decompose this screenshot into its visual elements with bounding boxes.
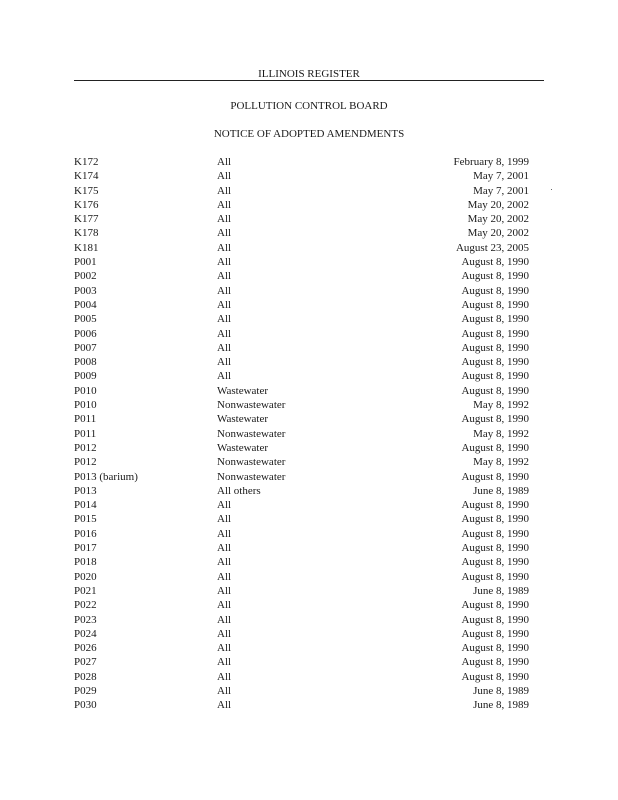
effective-date: August 8, 1990 (461, 341, 529, 354)
waste-code: P001 (74, 256, 97, 269)
table-row (74, 627, 529, 641)
notice-title: NOTICE OF ADOPTED AMENDMENTS (213, 128, 405, 140)
effective-date: August 8, 1990 (461, 384, 529, 397)
effective-date: May 20, 2002 (467, 213, 529, 226)
waste-scope: All (217, 356, 232, 369)
waste-code: P014 (74, 499, 97, 512)
table-row (74, 312, 529, 326)
effective-date: February 8, 1999 (453, 156, 529, 168)
waste-scope: All (217, 599, 232, 612)
table-row (74, 169, 529, 183)
waste-code: P024 (74, 627, 97, 640)
table-row (74, 355, 529, 369)
waste-code: P010 (74, 384, 97, 397)
waste-scope: Nonwastewater (217, 470, 286, 483)
effective-date: August 8, 1990 (461, 413, 529, 426)
waste-code: P003 (74, 284, 97, 297)
waste-scope: All (217, 298, 232, 311)
table-row (74, 541, 529, 555)
waste-scope: All (217, 156, 232, 168)
table-row (74, 298, 529, 312)
effective-date: August 8, 1990 (461, 642, 529, 655)
waste-scope: All others (217, 484, 261, 497)
table-row (74, 527, 529, 541)
waste-scope: All (217, 542, 232, 555)
effective-date: August 8, 1990 (461, 256, 529, 269)
table-row (74, 455, 529, 469)
table-row (74, 670, 529, 684)
table-row (74, 212, 529, 226)
effective-date: August 8, 1990 (461, 556, 529, 569)
effective-date: June 8, 1989 (473, 684, 529, 697)
waste-code: P008 (74, 356, 97, 369)
waste-code: K174 (74, 170, 99, 183)
waste-scope: All (217, 499, 232, 512)
waste-code: P005 (74, 313, 97, 326)
waste-code: K178 (74, 227, 99, 240)
effective-date: August 8, 1990 (461, 513, 529, 526)
waste-code: P027 (74, 656, 97, 669)
table-row (74, 327, 529, 341)
waste-scope: All (217, 684, 232, 697)
waste-scope: All (217, 313, 232, 326)
waste-code: P006 (74, 327, 97, 340)
waste-code: P009 (74, 370, 97, 383)
waste-scope: All (217, 213, 232, 226)
waste-code: K181 (74, 241, 99, 254)
effective-date: June 8, 1989 (473, 699, 529, 712)
waste-scope: Wastewater (217, 384, 269, 397)
waste-scope: All (217, 699, 232, 712)
waste-scope: Nonwastewater (217, 427, 286, 440)
board-title: POLLUTION CONTROL BOARD (230, 100, 388, 112)
table-row (74, 398, 529, 412)
table-row (74, 570, 529, 584)
waste-scope: All (217, 627, 232, 640)
effective-date: May 20, 2002 (467, 198, 529, 211)
waste-scope: All (217, 241, 232, 254)
table-row (74, 284, 529, 298)
waste-code: P020 (74, 570, 97, 583)
table-row (74, 269, 529, 283)
waste-scope: All (217, 256, 232, 269)
waste-scope: All (217, 370, 232, 383)
waste-scope: All (217, 670, 232, 683)
waste-scope: All (217, 227, 232, 240)
effective-date: June 8, 1989 (473, 484, 529, 497)
effective-date: August 8, 1990 (461, 542, 529, 555)
effective-date: August 8, 1990 (461, 327, 529, 340)
waste-code-table (74, 155, 529, 713)
waste-code: P021 (74, 584, 97, 597)
table-row (74, 369, 529, 383)
waste-scope: All (217, 556, 232, 569)
waste-scope: All (217, 513, 232, 526)
waste-code: P018 (74, 556, 97, 569)
waste-scope: All (217, 584, 232, 597)
effective-date: August 8, 1990 (461, 298, 529, 311)
table-row (74, 512, 529, 526)
effective-date: August 8, 1990 (461, 441, 529, 454)
table-row (74, 684, 529, 698)
table-row (74, 584, 529, 598)
waste-code: P016 (74, 527, 97, 540)
table-row (74, 441, 529, 455)
waste-code: K176 (74, 198, 99, 211)
effective-date: August 8, 1990 (461, 599, 529, 612)
waste-scope: Wastewater (217, 413, 269, 426)
table-row (74, 226, 529, 240)
waste-code: P011 (74, 427, 97, 440)
waste-scope: All (217, 184, 232, 197)
table-row (74, 555, 529, 569)
table-row (74, 641, 529, 655)
effective-date: August 8, 1990 (461, 470, 529, 483)
waste-code: P029 (74, 684, 97, 697)
waste-code: P013 (barium) (74, 470, 138, 483)
waste-code: K177 (74, 213, 99, 226)
waste-scope: Wastewater (217, 441, 269, 454)
table-row (74, 412, 529, 426)
effective-date: May 20, 2002 (467, 227, 529, 240)
effective-date: August 8, 1990 (461, 284, 529, 297)
table-row (74, 698, 529, 712)
table-row (74, 484, 529, 498)
effective-date: August 8, 1990 (461, 613, 529, 626)
effective-date: May 7, 2001 (473, 184, 529, 197)
waste-code: P022 (74, 599, 97, 612)
waste-scope: All (217, 270, 232, 283)
waste-code: P015 (74, 513, 97, 526)
table-row (74, 655, 529, 669)
waste-scope: All (217, 198, 232, 211)
effective-date: August 23, 2005 (455, 241, 529, 254)
table-row (74, 198, 529, 212)
table-row (74, 427, 529, 441)
table-row (74, 241, 529, 255)
waste-code: P010 (74, 399, 97, 412)
effective-date: August 8, 1990 (461, 370, 529, 383)
effective-date: August 8, 1990 (461, 527, 529, 540)
waste-code: P023 (74, 613, 97, 626)
waste-code: P017 (74, 542, 97, 555)
effective-date: May 8, 1992 (473, 399, 529, 412)
waste-code: P028 (74, 670, 97, 683)
effective-date: June 8, 1989 (473, 584, 529, 597)
table-row (74, 598, 529, 612)
waste-scope: All (217, 327, 232, 340)
table-row (74, 384, 529, 398)
effective-date: May 8, 1992 (473, 427, 529, 440)
effective-date: August 8, 1990 (461, 499, 529, 512)
waste-code: P026 (74, 642, 97, 655)
scan-speck (551, 189, 552, 190)
waste-scope: All (217, 527, 232, 540)
waste-code: P004 (74, 298, 97, 311)
table-row (74, 155, 529, 169)
effective-date: May 8, 1992 (473, 456, 529, 469)
waste-scope: All (217, 170, 232, 183)
waste-code: P030 (74, 699, 97, 712)
table-row (74, 341, 529, 355)
waste-scope: All (217, 656, 232, 669)
table-row (74, 255, 529, 269)
waste-scope: All (217, 642, 232, 655)
effective-date: August 8, 1990 (461, 313, 529, 326)
waste-scope: All (217, 284, 232, 297)
waste-scope: All (217, 613, 232, 626)
waste-code: P007 (74, 341, 97, 354)
waste-code: P002 (74, 270, 97, 283)
table-row (74, 613, 529, 627)
waste-scope: All (217, 341, 232, 354)
table-row (74, 498, 529, 512)
waste-scope: All (217, 570, 232, 583)
effective-date: August 8, 1990 (461, 656, 529, 669)
effective-date: August 8, 1990 (461, 356, 529, 369)
waste-scope: Nonwastewater (217, 399, 286, 412)
waste-code: P011 (74, 413, 97, 426)
waste-code: K175 (74, 184, 99, 197)
waste-code: P012 (74, 456, 97, 469)
table-row (74, 470, 529, 484)
waste-scope: Nonwastewater (217, 456, 286, 469)
table-row (74, 184, 529, 198)
effective-date: May 7, 2001 (473, 170, 529, 183)
effective-date: August 8, 1990 (461, 670, 529, 683)
waste-code: P013 (74, 484, 97, 497)
effective-date: August 8, 1990 (461, 270, 529, 283)
effective-date: August 8, 1990 (461, 627, 529, 640)
effective-date: August 8, 1990 (461, 570, 529, 583)
register-header: ILLINOIS REGISTER (74, 67, 544, 81)
waste-code: K172 (74, 156, 99, 168)
waste-code: P012 (74, 441, 97, 454)
